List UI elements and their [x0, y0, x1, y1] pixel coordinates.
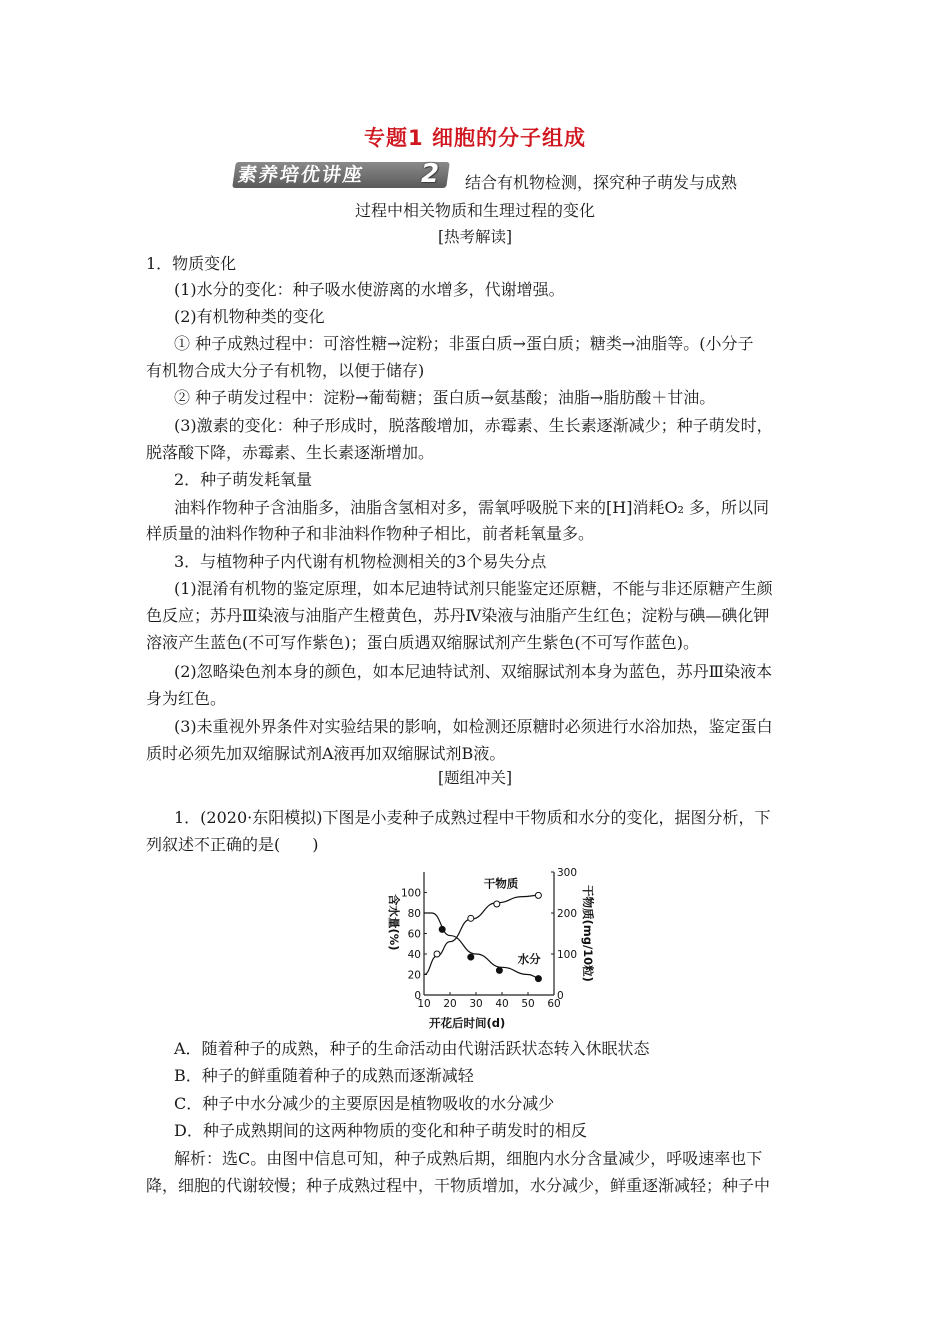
y-right-tick-label: 300 [557, 867, 578, 879]
option-d: D．种子成熟期间的这两种物质的变化和种子萌发时的相反 [174, 1121, 587, 1140]
chart-labels [387, 867, 595, 1030]
body-line: 脱落酸下降，赤霉素、生长素逐渐增加。 [146, 443, 435, 462]
body-line: (3)激素的变化：种子形成时，脱落酸增加，赤霉素、生长素逐渐减少；种子萌发时， [174, 416, 773, 435]
body-line: (1)混淆有机物的鉴定原理，如本尼迪特试剂只能鉴定还原糖，不能与非还原糖产生颜 [174, 579, 773, 598]
x-axis-title: 开花后时间(d) [429, 1016, 506, 1030]
body-line: (2)有机物种类的变化 [174, 307, 325, 326]
option-a: A．随着种子的成熟，种子的生命活动由代谢活跃状态转入休眠状态 [174, 1039, 650, 1058]
data-point-dry-matter [535, 892, 541, 898]
body-line: ① 种子成熟过程中：可溶性糖→淀粉；非蛋白质→蛋白质；糖类→油脂等。(小分子 [174, 334, 754, 353]
x-tick-label: 50 [521, 998, 535, 1010]
data-point-water [439, 926, 445, 932]
y-left-tick-label: 60 [407, 928, 421, 941]
body-line: 溶液产生蓝色(不可写作紫色)；蛋白质遇双缩脲试剂产生紫色(不可写作蓝色)。 [146, 633, 699, 652]
data-point-dry-matter [434, 951, 440, 957]
x-tick-label: 30 [469, 998, 483, 1010]
body-line: 样质量的油料作物种子和非油料作物种子相比，前者耗氧量多。 [146, 524, 595, 543]
subtitle-line-2: 过程中相关物质和生理过程的变化 [354, 201, 595, 220]
y-right-tick-label: 200 [557, 908, 578, 920]
y-left-tick-label: 80 [407, 908, 421, 920]
body-line: 油料作物种子含油脂多，油脂含氢相对多，需氧呼吸脱下来的[H]消耗O₂ 多，所以同 [174, 498, 770, 517]
y-left-tick-label: 0 [414, 990, 421, 1002]
answer-line: 解析：选C。由图中信息可知，种子成熟后期，细胞内水分含量减少，呼吸速率也下 [174, 1149, 763, 1168]
y-right-tick-label: 0 [557, 990, 564, 1002]
body-line: 2．种子萌发耗氧量 [174, 470, 313, 489]
y-left-axis-title: 含水量(%) [387, 894, 401, 951]
question-line: 列叙述不正确的是( ) [146, 835, 319, 854]
body-line: 色反应；苏丹Ⅲ染液与油脂产生橙黄色，苏丹Ⅳ染液与油脂产生红色；淀粉与碘—碘化钾 [146, 606, 770, 625]
body-line: 1．物质变化 [146, 254, 237, 273]
data-point-water [535, 976, 541, 982]
y-left-tick-label: 40 [407, 949, 421, 961]
y-right-axis-title: 干物质(mg/10粒) [581, 885, 595, 982]
option-c: C．种子中水分减少的主要原因是植物吸收的水分减少 [174, 1094, 555, 1113]
body-line: 有机物合成大分子有机物，以便于储存) [146, 361, 425, 380]
data-point-dry-matter [468, 915, 474, 921]
subtitle-line-1: 结合有机物检测，探究种子萌发与成熟 [465, 173, 738, 192]
x-tick-label: 60 [547, 998, 561, 1010]
answer-line: 降，细胞的代谢较慢；种子成熟过程中，干物质增加，水分减少，鲜重逐渐减轻；种子中 [146, 1176, 771, 1195]
body-line: (2)忽略染色剂本身的颜色，如本尼迪特试剂、双缩脲试剂本身为蓝色，苏丹Ⅲ染液本 [174, 662, 773, 681]
x-tick-label: 10 [417, 998, 431, 1010]
page-title: 专题1 细胞的分子组成 [364, 126, 586, 150]
section-heading-exercises: [题组冲关] [437, 769, 513, 787]
x-tick-label: 20 [443, 998, 457, 1010]
section-heading-hot-topics: [热考解读] [437, 228, 513, 246]
body-line: 3．与植物种子内代谢有机物检测相关的3个易失分点 [174, 552, 547, 571]
y-left-tick-label: 100 [400, 887, 421, 900]
x-tick-label: 40 [495, 998, 509, 1010]
body-line: 质时必须先加双缩脲试剂A液再加双缩脲试剂B液。 [146, 744, 506, 763]
series-label-water: 水分 [517, 952, 541, 967]
data-point-dry-matter [494, 901, 500, 907]
data-point-water [468, 954, 474, 960]
question-line: 1．(2020·东阳模拟)下图是小麦种子成熟过程中干物质和水分的变化，据图分析，下 [174, 808, 771, 827]
series-line-water [424, 913, 538, 978]
seed-maturation-chart [382, 862, 597, 1034]
data-point-water [496, 967, 502, 973]
badge-number: 2 [420, 159, 440, 189]
body-line: ② 种子萌发过程中：淀粉→葡萄糖；蛋白质→氨基酸；油脂→脂肪酸＋甘油。 [174, 388, 716, 407]
y-right-tick-label: 100 [557, 949, 578, 961]
y-left-tick-label: 20 [407, 969, 421, 982]
option-b: B．种子的鲜重随着种子的成熟而逐渐减轻 [174, 1066, 474, 1085]
body-line: 身为红色。 [146, 689, 227, 708]
series-label-dry-matter: 干物质 [483, 876, 519, 891]
body-line: (3)未重视外界条件对实验结果的影响，如检测还原糖时必须进行水浴加热，鉴定蛋白 [174, 717, 773, 736]
body-line: (1)水分的变化：种子吸水使游离的水增多，代谢增强。 [174, 280, 565, 299]
section-badge: 素养培优讲座 [232, 162, 450, 188]
